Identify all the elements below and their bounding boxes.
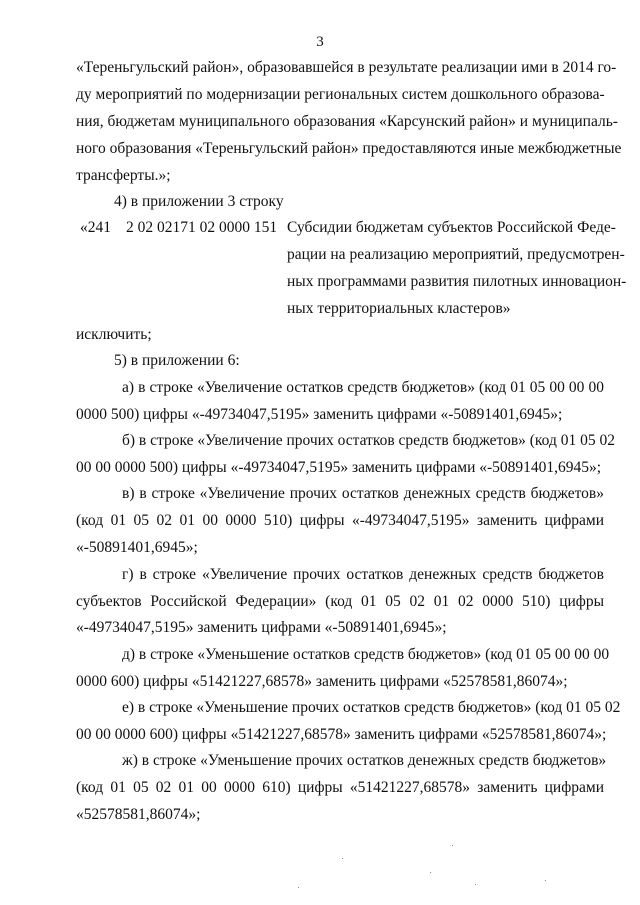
- text-line: 0000 500) цифры «-49734047,5195» заменить цифрами «-50891401,6945»;: [76, 406, 563, 423]
- entry-text-line: ных программами развития пилотных инновацион-: [287, 273, 627, 290]
- scan-speck: [430, 872, 431, 873]
- text-line: б) в строке «Увеличение прочих остатков средств бюджетов» (код 01 05 02: [122, 432, 615, 449]
- text-line: в) в строке «Увеличение прочих остатков денежных средств бюджетов»: [122, 485, 604, 502]
- text-line: (код 01 05 02 01 00 0000 510) цифры «-49734047,5195» заменить цифрами: [76, 512, 604, 529]
- text-line: «52578581,86074»;: [76, 806, 201, 823]
- entry-code: 2 02 02171 02 0000 151: [126, 219, 278, 236]
- page-number: 3: [316, 34, 324, 50]
- text-line: «Тереньгульский район», образовавшейся в результате реализации ими в 2014 го-: [76, 59, 617, 76]
- text-line: д) в строке «Уменьшение остатков средств бюджетов» (код 01 05 00 00 00: [122, 646, 610, 663]
- entry-text-line: ных территориальных кластеров»: [287, 300, 511, 317]
- text-line: трансферты.»;: [76, 167, 171, 184]
- text-line: субъектов Российской Федерации» (код 01 05 02 01 02 0000 510) цифры: [76, 593, 604, 610]
- text-line: 0000 600) цифры «51421227,68578» заменить цифрами «52578581,86074»;: [76, 673, 568, 690]
- text-line: исключить;: [76, 326, 152, 343]
- text-line: 00 00 0000 500) цифры «-49734047,5195» заменить цифрами «-50891401,6945»;: [76, 459, 602, 476]
- text-line: ду мероприятий по модернизации региональных систем дошкольного образова-: [76, 86, 605, 103]
- text-line: «-49734047,5195» заменить цифрами «-50891401,6945»;: [76, 619, 447, 636]
- text-line: ния, бюджетам муниципального образования «Карсунский район» и муниципаль-: [76, 113, 618, 130]
- scan-speck: [452, 845, 453, 846]
- text-line: 5) в приложении 6:: [114, 352, 240, 369]
- scan-speck: [545, 880, 546, 881]
- text-line: а) в строке «Увеличение остатков средств бюджетов» (код 01 05 00 00 00: [122, 379, 604, 396]
- entry-text-line: Субсидии бюджетам субъектов Российской Феде-: [287, 219, 616, 236]
- text-line: «-50891401,6945»;: [76, 539, 198, 556]
- entry-text-line: рации на реализацию мероприятий, предусмотрен-: [287, 246, 625, 263]
- text-line: е) в строке «Уменьшение прочих остатков средств бюджетов» (код 01 05 02: [122, 699, 621, 716]
- text-line: ного образования «Тереньгульский район» предоставляются иные межбюджетные: [76, 140, 622, 157]
- scan-speck: [342, 858, 343, 859]
- text-line: г) в строке «Увеличение прочих остатков денежных средств бюджетов: [122, 566, 604, 583]
- scan-speck: [298, 887, 299, 888]
- entry-number: «241: [80, 219, 111, 236]
- text-line: 00 00 0000 600) цифры «51421227,68578» заменить цифрами «52578581,86074»;: [76, 726, 607, 743]
- text-line: (код 01 05 02 01 00 0000 610) цифры «51421227,68578» заменить цифрами: [76, 779, 604, 796]
- text-line: 4) в приложении 3 строку: [114, 193, 284, 210]
- scan-speck: [475, 884, 476, 885]
- text-line: ж) в строке «Уменьшение прочих остатков денежных средств бюджетов»: [122, 752, 607, 769]
